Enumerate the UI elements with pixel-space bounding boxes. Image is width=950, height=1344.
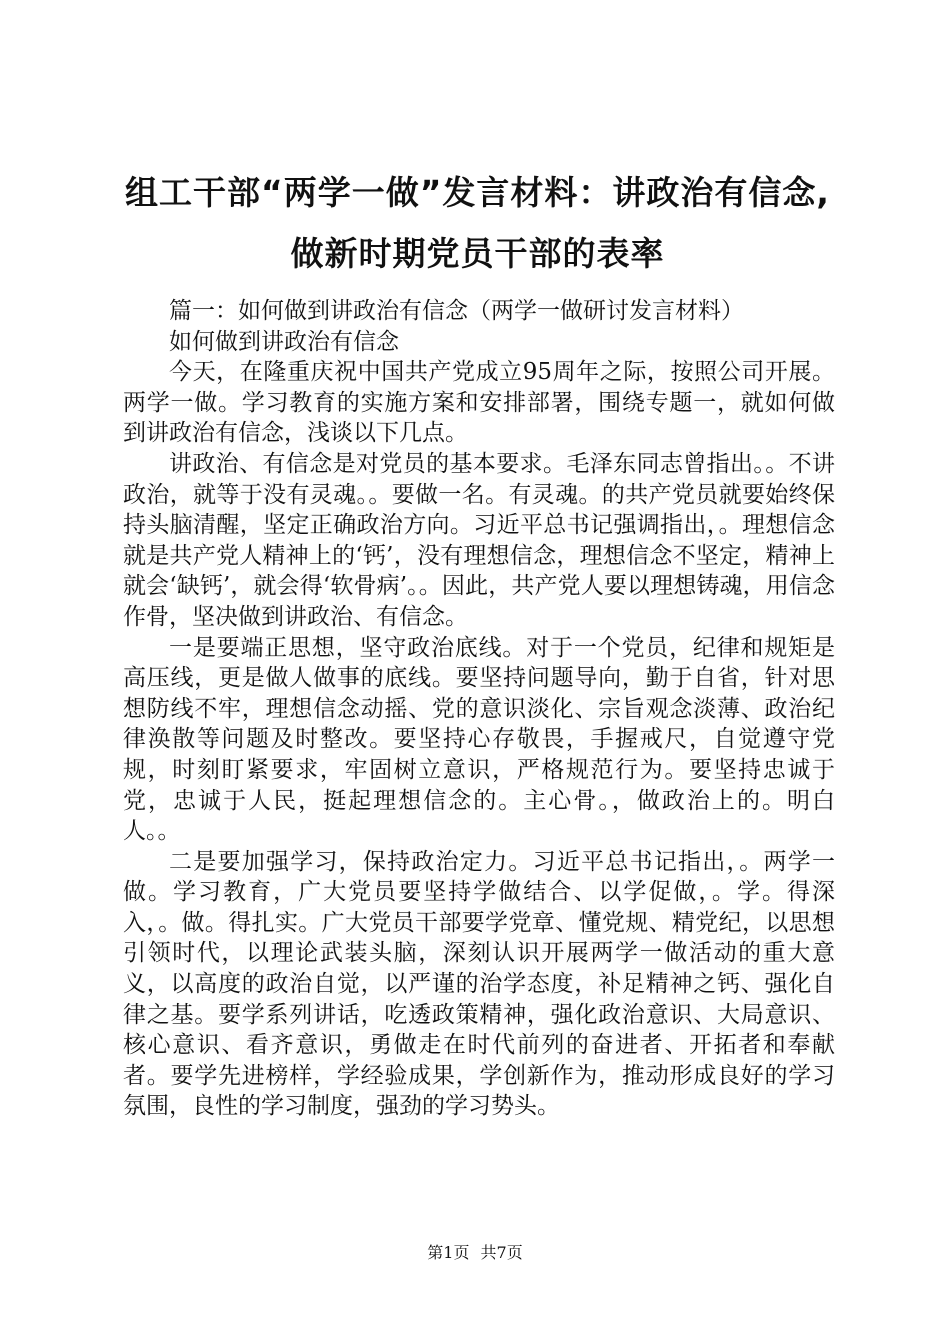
paragraph: 一是要端正思想，坚守政治底线。对于一个党员，纪律和规矩是高压线，更是做人做事的底线。要坚持问题导向，勤于自省，针对思想防线不牢，理想信念动摇、党的意识淡化、宗旨观念淡薄、政治纪律涣散等问题及时整改。要坚持心存敬畏，手握戒尺，自觉遵守党规，时刻盯紧要求，牢固树立意识，严格规范行为。要坚持忠诚于党，忠诚于人民，挺起理想信念的。主心骨。，做政治上的。明白人。。 — [123, 634, 835, 845]
paragraph: 如何做到讲政治有信念 — [169, 328, 399, 355]
page-footer — [0, 1243, 950, 1263]
page-number: 第1页 — [427, 1243, 470, 1262]
paragraph: 今天，在隆重庆祝中国共产党成立95周年之际，按照公司开展。两学一做。学习教育的实施方案和安排部署，围绕专题一，就如何做到讲政治有信念，浅谈以下几点。 — [123, 359, 835, 447]
paragraph: 篇一：如何做到讲政治有信念（两学一做研讨发言材料） — [169, 298, 744, 324]
page-total: 共7页 — [480, 1243, 523, 1262]
document-body — [123, 296, 835, 1122]
paragraph: 二是要加强学习，保持政治定力。习近平总书记指出，。两学一做。学习教育，广大党员要坚持学做结合、以学促做，。学。得深入，。做。得扎实。广大党员干部要学党章、懂党规、精党纪，以思想引领时代，以理论武装头脑，深刻认识开展两学一做活动的重大意义，以高度的政治自觉，以严谨的治学态度，补足精神之钙、强化自律之基。要学系列讲话，吃透政策精神，强化政治意识、大局意识、核心意识、看齐意识，勇做走在时代前列的奋进者、开拓者和奉献者。要学先进榜样，学经验成果，学创新作为，推动形成良好的学习氛围，良性的学习制度，强劲的学习势头。 — [123, 848, 835, 1120]
paragraph: 讲政治、有信念是对党员的基本要求。毛泽东同志曾指出。。不讲政治，就等于没有灵魂。。要做一名。有灵魂。的共产党员就要始终保持头脑清醒，坚定正确政治方向。习近平总书记强调指出，。理想信念就是共产党人精神上的‘钙’，没有理想信念，理想信念不坚定，精神上就会‘缺钙’，就会得‘软骨病’。。因此，共产党人要以理想铸魂，用信念作骨，坚决做到讲政治、有信念。 — [123, 450, 835, 630]
document-title: 组工干部“两学一做”发言材料：讲政治有信念,做新时期党员干部的表率 — [125, 173, 830, 273]
